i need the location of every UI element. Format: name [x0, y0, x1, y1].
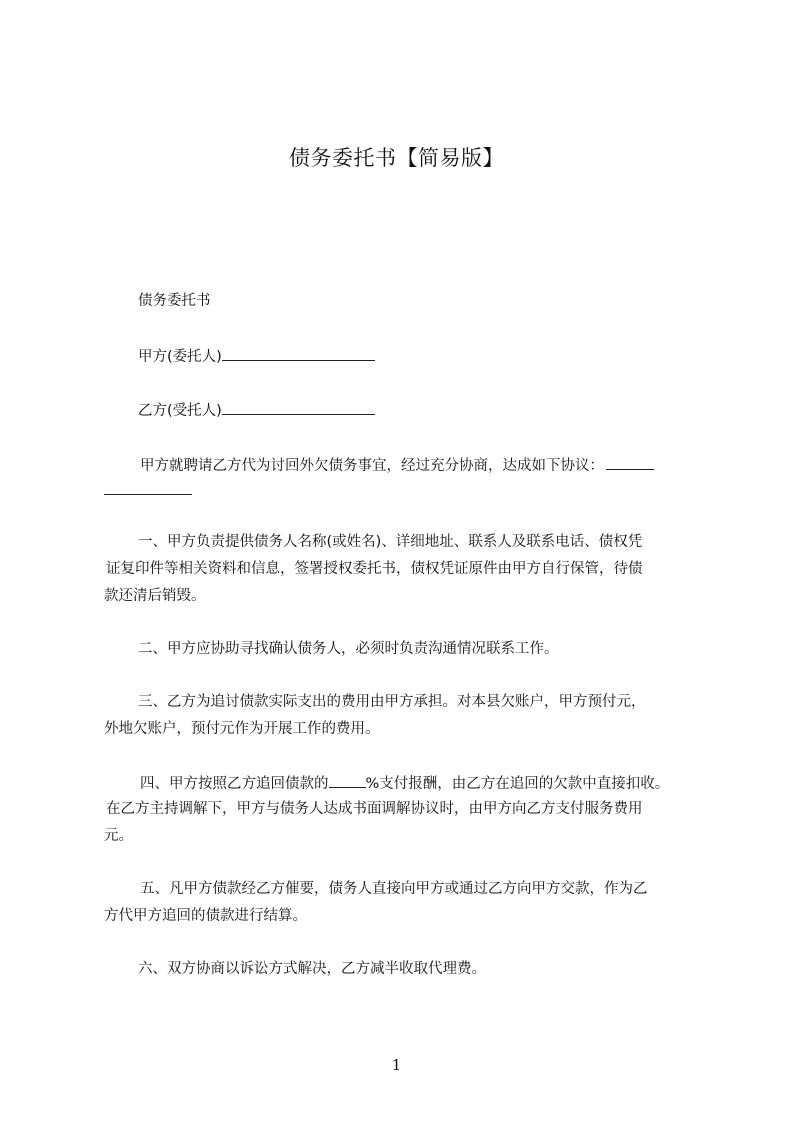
clause-5-line-2: 方代甲方追回的债款进行结算。 — [104, 908, 307, 924]
party-b-blank — [222, 400, 375, 415]
intro-continuation — [104, 480, 192, 500]
intro-blank-1 — [606, 455, 654, 470]
clause-6: 六、双方协商以诉讼方式解决，乙方减半收取代理费。 — [138, 961, 486, 977]
intro-blank-2 — [104, 480, 192, 495]
document-title: 债务委托书【简易版】 — [289, 146, 504, 170]
clause-4-text-after: %支付报酬，由乙方在追回的欠款中直接扣收。 — [365, 776, 670, 792]
document-heading: 债务委托书 — [138, 293, 211, 309]
clause-4-line-1 — [140, 773, 669, 793]
clause-3-line-1: 三、乙方为追讨债款实际支出的费用由甲方承担。对本县欠账户，甲方预付元， — [138, 694, 646, 710]
intro-text: 甲方就聘请乙方代为讨回外欠债务事宜，经过充分协商，达成如下协议： — [140, 458, 604, 474]
clause-1-line-2: 证复印件等相关资料和信息，签署授权委托书，债权凭证原件由甲方自行保管，待债 — [106, 561, 643, 577]
party-a-blank — [222, 346, 375, 361]
clause-4-line-3: 元。 — [104, 828, 133, 844]
party-a-row — [138, 346, 375, 366]
clause-4-text-before: 四、甲方按照乙方追回债款的 — [140, 776, 329, 792]
party-b-label: 乙方(受托人) — [138, 403, 222, 419]
intro-line — [140, 455, 654, 475]
party-a-label: 甲方(委托人) — [138, 349, 222, 365]
party-b-row — [138, 400, 375, 420]
clause-1-line-1: 一、甲方负责提供债务人名称(或姓名)、详细地址、联系人及联系电话、债权凭 — [138, 534, 643, 550]
clause-2: 二、甲方应协助寻找确认债务人，必须时负责沟通情况联系工作。 — [138, 641, 559, 657]
clause-3-line-2: 外地欠账户，预付元作为开展工作的费用。 — [104, 721, 380, 737]
clause-4-line-2: 在乙方主持调解下，甲方与债务人达成书面调解协议时，由甲方向乙方支付服务费用 — [106, 801, 643, 817]
clause-4-percent-blank — [329, 773, 366, 788]
clause-1-line-3: 款还清后销毁。 — [104, 588, 206, 604]
page-number: 1 — [391, 1056, 402, 1074]
clause-5-line-1: 五、凡甲方债款经乙方催要，债务人直接向甲方或通过乙方向甲方交款，作为乙 — [140, 881, 648, 897]
